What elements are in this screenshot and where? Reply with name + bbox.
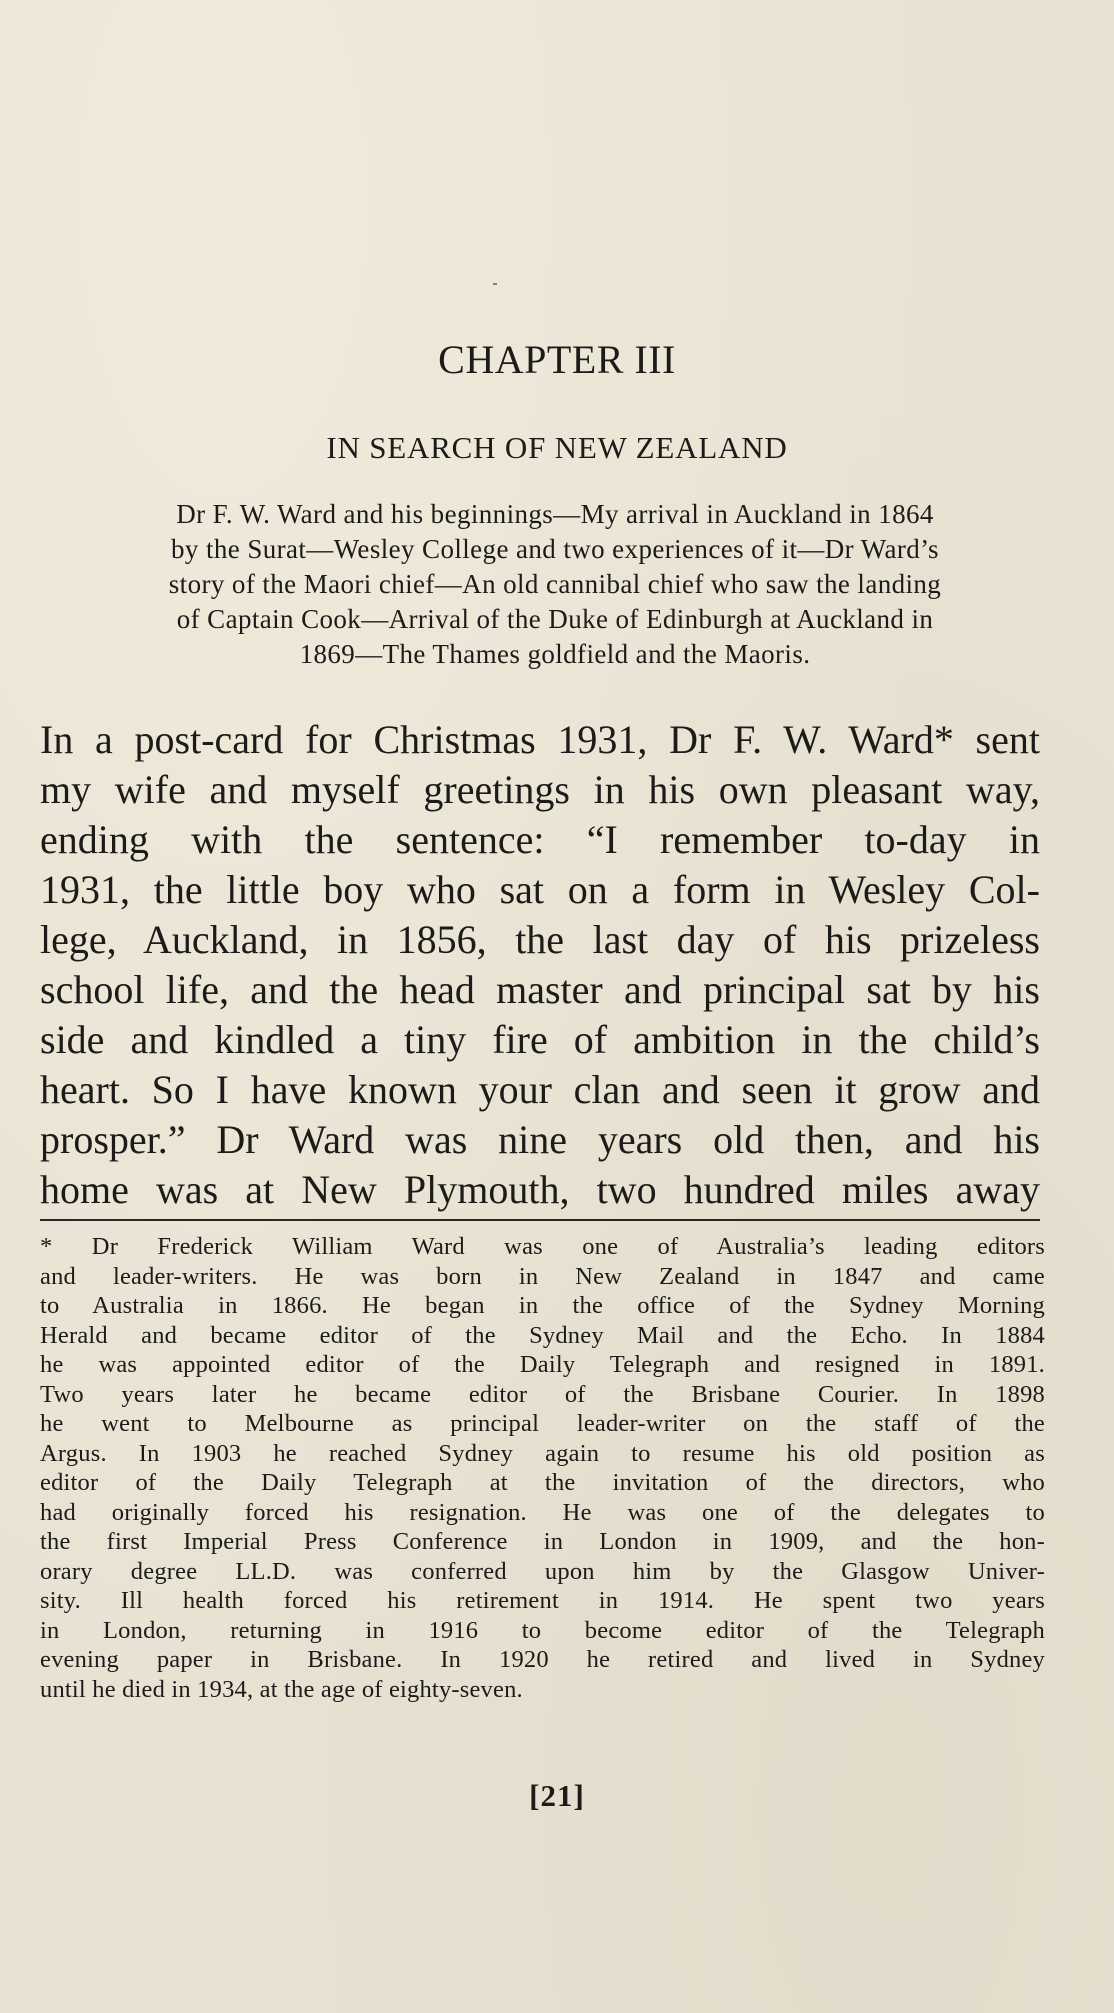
- synopsis-line: 1869—The Thames goldfield and the Maoris.: [299, 639, 811, 669]
- footnote-line: he was appointed editor of the Daily Telegraph and resigned in 1891.: [40, 1351, 1045, 1378]
- body-line: ending with the sentence: “I remember to-day in: [40, 817, 1040, 862]
- footnote-line: to Australia in 1866. He began in the office of the Sydney Morning: [40, 1292, 1045, 1319]
- body-line: side and kindled a tiny fire of ambition in the child’s: [40, 1017, 1040, 1062]
- synopsis-line: Dr F. W. Ward and his beginnings—My arrival in Auckland in 1864: [176, 499, 934, 529]
- footnote-line: Argus. In 1903 he reached Sydney again to resume his old position as: [40, 1439, 1045, 1467]
- footnote-line: editor of the Daily Telegraph at the invitation of the directors, who: [40, 1469, 1045, 1496]
- body-line: [40, 715, 1040, 765]
- chapter-number: CHAPTER III: [438, 337, 676, 382]
- print-mark: [493, 283, 497, 285]
- body-line: prosper.” Dr Ward was nine years old then, and his: [40, 1117, 1040, 1162]
- footnote-separator: [40, 1219, 1040, 1221]
- footnote-line: until he died in 1934, at the age of eighty-seven.: [40, 1675, 523, 1703]
- body-text: [40, 715, 1040, 1215]
- chapter-title: IN SEARCH OF NEW ZEALAND: [326, 430, 788, 465]
- footnote-line: sity. Ill health forced his retirement in 1914. He spent two years: [40, 1587, 1045, 1614]
- chapter-synopsis: [40, 497, 1070, 672]
- footnote-line: had originally forced his resignation. He was one of the delegates to: [40, 1498, 1045, 1526]
- synopsis-line: story of the Maori chief—An old cannibal chief who saw the landing: [168, 569, 942, 599]
- body-line: 1931, the little boy who sat on a form in Wesley Col-: [40, 867, 1040, 912]
- body-line: home was at New Plymouth, two hundred miles away: [40, 1167, 1040, 1212]
- body-line: heart. So I have known your clan and seen it grow and: [40, 1067, 1040, 1112]
- footnote-line: orary degree LL.D. was conferred upon him by the Glasgow Univer-: [40, 1557, 1045, 1585]
- body-line: lege, Auckland, in 1856, the last day of his prizeless: [40, 917, 1040, 962]
- opening-words: In: [40, 717, 74, 762]
- body-line-text: a post-card for Christmas 1931, Dr F. W. Ward* sent: [73, 717, 1040, 762]
- footnote-line: he went to Melbourne as principal leader-writer on the staff of the: [40, 1410, 1045, 1437]
- footnote-line: Herald and became editor of the Sydney Mail and the Echo. In 1884: [40, 1321, 1045, 1349]
- footnote-line: * Dr Frederick William Ward was one of Australia’s leading editors: [40, 1233, 1045, 1260]
- synopsis-line: by the Surat—Wesley College and two experiences of it—Dr Ward’s: [171, 534, 939, 564]
- footnote-line: evening paper in Brisbane. In 1920 he retired and lived in Sydney: [40, 1646, 1045, 1673]
- footnote-line: Two years later he became editor of the Brisbane Courier. In 1898: [40, 1380, 1045, 1408]
- body-line: school life, and the head master and principal sat by his: [40, 967, 1040, 1012]
- synopsis-line: of Captain Cook—Arrival of the Duke of Edinburgh at Auckland in: [176, 604, 934, 634]
- footnote-line: the first Imperial Press Conference in London in 1909, and the hon-: [40, 1528, 1045, 1555]
- page-number: [21]: [529, 1778, 585, 1813]
- footnote: [40, 1232, 1045, 1704]
- body-line: my wife and myself greetings in his own pleasant way,: [40, 767, 1040, 812]
- footnote-line: in London, returning in 1916 to become editor of the Telegraph: [40, 1616, 1045, 1644]
- footnote-line: and leader-writers. He was born in New Zealand in 1847 and came: [40, 1262, 1045, 1290]
